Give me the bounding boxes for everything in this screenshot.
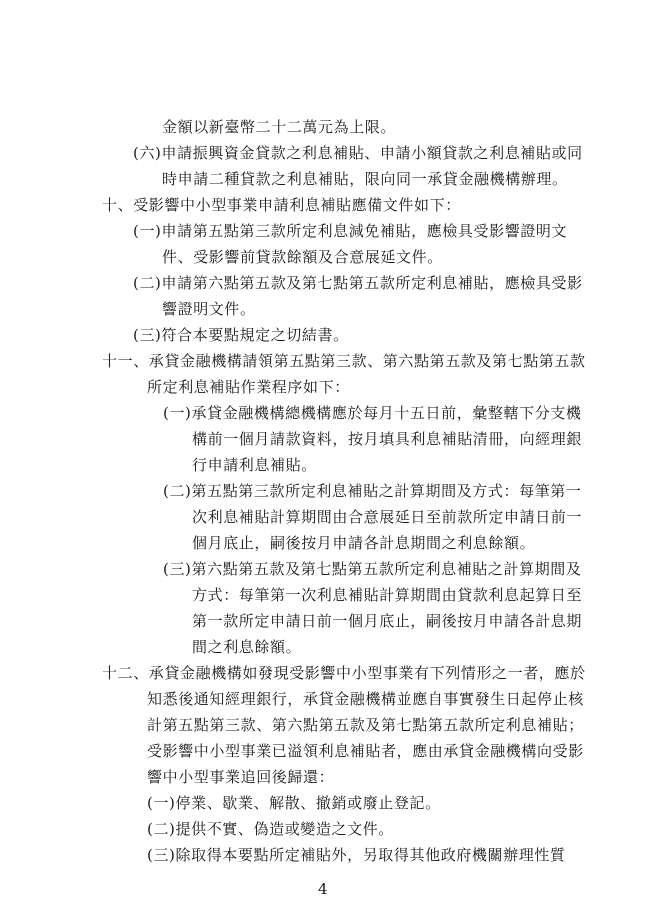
text-line: 十一、承貸金融機構請領第五點第三款、第六點第五款及第七點第五款	[102, 352, 586, 370]
text-line: 十、受影響中小型事業申請利息補貼應備文件如下：	[102, 196, 461, 214]
text-line: 構前一個月請款資料，按月填具利息補貼清冊，向經理銀	[192, 430, 583, 448]
text-line: (一)申請第五點第三款所定利息減免補貼，應檢具受影響證明文	[133, 222, 568, 240]
text-line: 時申請二種貸款之利息補貼，限向同一承貸金融機構辦理。	[162, 170, 568, 188]
text-line: 個月底止，嗣後按月申請各計息期間之利息餘額。	[192, 534, 536, 552]
text-line: 第一款所定申請日前一個月底止，嗣後按月申請各計息期	[192, 612, 583, 630]
text-line: 金額以新臺幣二十二萬元為上限。	[162, 118, 397, 136]
text-line: 間之利息餘額。	[192, 638, 302, 656]
text-line: (三)除取得本要點所定補貼外，另取得其他政府機關辦理性質	[147, 846, 566, 864]
page-number: 4	[318, 880, 328, 898]
text-line: 響證明文件。	[162, 300, 256, 318]
text-line: 十二、承貸金融機構如發現受影響中小型事業有下列情形之一者，應於	[102, 664, 586, 682]
text-line: (一)停業、歇業、解散、撤銷或廢止登記。	[147, 794, 441, 812]
text-line: (二)提供不實、偽造或變造之文件。	[147, 820, 394, 838]
text-line: (三)符合本要點規定之切結書。	[133, 326, 349, 344]
text-line: 次利息補貼計算期間由合意展延日至前款所定申請日前一	[192, 508, 583, 526]
text-line: 行申請利息補貼。	[192, 456, 317, 474]
text-line: (一)承貸金融機構總機構應於每月十五日前，彙整轄下分支機	[163, 404, 582, 422]
text-line: 受影響中小型事業已溢領利息補貼者，應由承貸金融機構向受影	[147, 742, 584, 760]
text-line: (三)第六點第五款及第七點第五款所定利息補貼之計算期間及	[163, 560, 582, 578]
text-line: (二)申請第六點第五款及第七點第五款所定利息補貼，應檢具受影	[133, 274, 583, 292]
text-line: (六)申請振興資金貸款之利息補貼、申請小額貸款之利息補貼或同	[133, 144, 583, 162]
text-line: 方式：每筆第一次利息補貼計算期間由貸款利息起算日至	[192, 586, 583, 604]
text-line: (二)第五點第三款所定利息補貼之計算期間及方式：每筆第一	[163, 482, 582, 500]
text-line: 響中小型事業追回後歸還：	[147, 768, 335, 786]
text-line: 件、受影響前貸款餘額及合意展延文件。	[162, 248, 443, 266]
text-line: 所定利息補貼作業程序如下：	[147, 378, 350, 396]
text-line: 知悉後通知經理銀行，承貸金融機構並應自事實發生日起停止核	[147, 690, 584, 708]
text-line: 計第五點第三款、第六點第五款及第七點第五款所定利息補貼；	[147, 716, 584, 734]
